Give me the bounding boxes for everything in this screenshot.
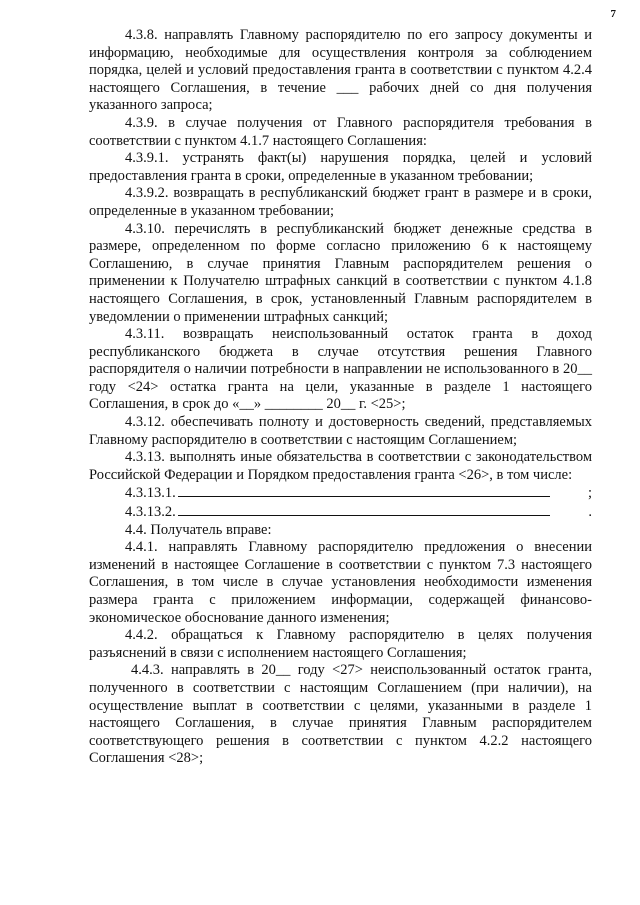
fill-line-end: .: [588, 504, 592, 521]
fill-line-label: 4.3.13.1.: [125, 485, 176, 502]
fill-line-label: 4.3.13.2.: [125, 504, 176, 521]
paragraph-4-4: 4.4. Получатель вправе:: [125, 521, 272, 538]
fill-line-blank: [178, 503, 551, 516]
paragraph-4-4-2: 4.4.2. обращаться к Главному распорядителю в целях получения разъяснений в связи с исполнением настоящего Соглашения;: [89, 627, 592, 661]
paragraph-4-3-12: 4.3.12. обеспечивать полноту и достоверность сведений, представляемых Главному распорядителю в соответствии с настоящим Соглашением;: [89, 414, 592, 448]
fill-line-4-3-13-2: [89, 503, 592, 522]
paragraph-4-3-9-1: 4.3.9.1. устранять факт(ы) нарушения порядка, целей и условий предоставления гранта в сроки, определенные в указанном требовании;: [89, 150, 592, 184]
paragraph-4-4-3: 4.4.3. направлять в 20__ году <27> неиспользованный остаток гранта, полученного в соответствии с настоящим Соглашением (при наличии), на осуществление выплат в соответствии с целями, указанными в разделе 1 настоящего Соглашения, в случае принятия Главным распорядителем соответствующего решения в соответствии с пунктом 4.2.2 настоящего Соглашения <28>;: [89, 662, 592, 767]
paragraph-4-3-11: 4.3.11. возвращать неиспользованный остаток гранта в доход республиканского бюджета в случае отсутствия решения Главного распорядителя о наличии потребности в направлении не использованного в 20__ году <24> остатка гранта на цели, указанные в разделе 1 настоящего Соглашения, в срок до «__» ________ 20__ г. <25>;: [89, 326, 592, 413]
paragraph-4-3-9-2: 4.3.9.2. возвращать в республиканский бюджет грант в размере и в сроки, определенные в указанном требовании;: [89, 185, 592, 219]
fill-line-4-3-13-1: [89, 484, 592, 503]
paragraph-4-3-9: 4.3.9. в случае получения от Главного распорядителя требования в соответствии с пунктом 4.1.7 настоящего Соглашения:: [89, 114, 592, 149]
paragraph-4-4-1: 4.4.1. направлять Главному распорядителю предложения о внесении изменений в настоящее Соглашение в соответствии с пунктом 7.3 настоящего Соглашения, в том числе в случае установления необходимости изменения размера гранта с приложением информации, содержащей финансово-экономическое обоснование данного изменения;: [89, 539, 592, 626]
page-number: 7: [610, 8, 616, 20]
paragraph-4-3-13: 4.3.13. выполнять иные обязательства в соответствии с законодательством Российской Федерации и Порядком предоставления гранта <26>, в том числе:: [89, 449, 592, 483]
document-body: [89, 27, 592, 768]
paragraph-4-3-8: 4.3.8. направлять Главному распорядителю по его запросу документы и информацию, необходимые для осуществления контроля за соблюдением порядка, целей и условий предоставления гранта в соответствии с пунктом 4.2.4 настоящего Соглашения, в течение ___ рабочих дней со дня получения указанного запроса;: [89, 27, 592, 114]
fill-line-blank: [178, 484, 550, 497]
paragraph-4-3-10: 4.3.10. перечислять в республиканский бюджет денежные средства в размере, определенном по форме согласно приложению 6 к настоящему Соглашению, в случае принятия Главным распорядителем решения о применении к Получателю штрафных санкций в соответствии с пунктом 4.1.8 настоящего Соглашения, в срок, установленный Главным распорядителем в уведомлении о применении штрафных санкций;: [89, 220, 592, 325]
fill-line-end: ;: [587, 485, 592, 502]
